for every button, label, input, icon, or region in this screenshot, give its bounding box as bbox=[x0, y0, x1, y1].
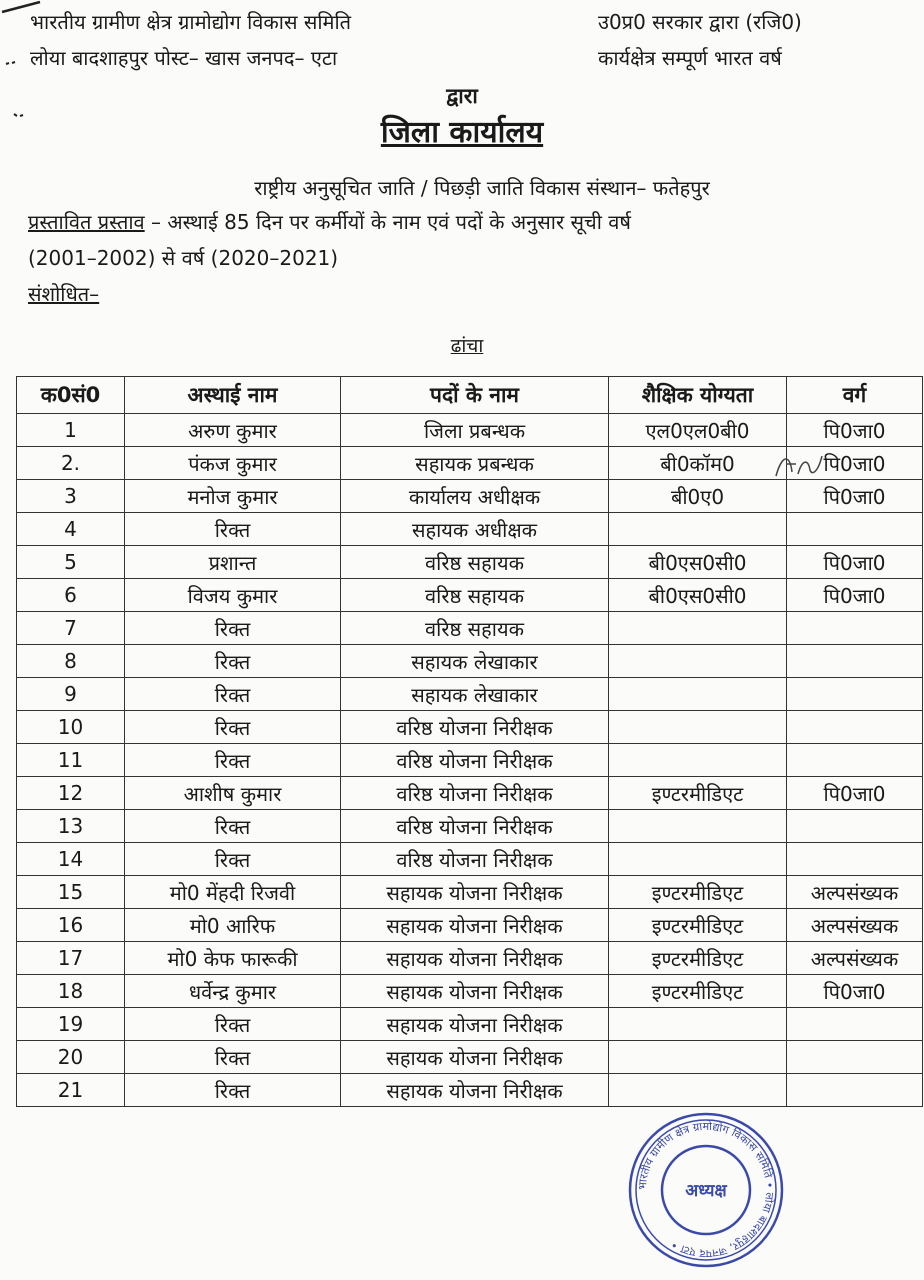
name-cell: आशीष कुमार bbox=[125, 777, 341, 810]
post-cell: वरिष्ठ सहायक bbox=[341, 546, 609, 579]
post-cell: कार्यालय अधीक्षक bbox=[341, 480, 609, 513]
post-cell: जिला प्रबन्धक bbox=[341, 414, 609, 447]
post-cell: सहायक योजना निरीक्षक bbox=[341, 1041, 609, 1074]
proposal-label: प्रस्तावित प्रस्ताव bbox=[28, 210, 145, 234]
post-cell: वरिष्ठ सहायक bbox=[341, 579, 609, 612]
qualification-cell bbox=[609, 843, 787, 876]
serial-cell: 1 bbox=[17, 414, 125, 447]
serial-cell: 12 bbox=[17, 777, 125, 810]
serial-cell: 8 bbox=[17, 645, 125, 678]
serial-cell: 14 bbox=[17, 843, 125, 876]
name-cell: प्रशान्त bbox=[125, 546, 341, 579]
name-cell: रिक्त bbox=[125, 1041, 341, 1074]
registration-text: उ0प्र0 सरकार द्वारा (रजि0) bbox=[598, 10, 802, 34]
category-cell bbox=[787, 645, 923, 678]
post-cell: सहायक लेखाकार bbox=[341, 645, 609, 678]
category-cell: अल्पसंख्यक bbox=[787, 909, 923, 942]
category-cell bbox=[787, 612, 923, 645]
table-row bbox=[17, 843, 923, 876]
post-cell: वरिष्ठ सहायक bbox=[341, 612, 609, 645]
post-cell: सहायक योजना निरीक्षक bbox=[341, 942, 609, 975]
qualification-cell bbox=[609, 1008, 787, 1041]
serial-cell: 20 bbox=[17, 1041, 125, 1074]
president-stamp bbox=[626, 1110, 786, 1270]
serial-cell: 9 bbox=[17, 678, 125, 711]
category-cell bbox=[787, 711, 923, 744]
org-name: भारतीय ग्रामीण क्षेत्र ग्रामोद्योग विकास समिति bbox=[30, 10, 352, 34]
category-cell bbox=[787, 843, 923, 876]
table-body bbox=[17, 414, 923, 1107]
stamp-ring-text: भारतीय ग्रामीण क्षेत्र ग्रामोद्योग विकास समिति • लोया बादशाहपुर, जनपद एटा • bbox=[635, 1119, 777, 1261]
qualification-cell bbox=[609, 744, 787, 777]
category-cell: पि0जा0 bbox=[787, 447, 923, 480]
qualification-cell bbox=[609, 1074, 787, 1107]
name-cell: अरुण कुमार bbox=[125, 414, 341, 447]
name-cell: रिक्त bbox=[125, 810, 341, 843]
table-row bbox=[17, 810, 923, 843]
proposal-line-2: (2001–2002) से वर्ष (2020–2021) bbox=[28, 246, 339, 270]
name-cell: मो0 मेंहदी रिजवी bbox=[125, 876, 341, 909]
serial-cell: 5 bbox=[17, 546, 125, 579]
table-row bbox=[17, 876, 923, 909]
qualification-cell bbox=[609, 810, 787, 843]
proposal-line-1 bbox=[28, 208, 631, 235]
name-cell: मो0 केफ फारूकी bbox=[125, 942, 341, 975]
post-cell: सहायक योजना निरीक्षक bbox=[341, 876, 609, 909]
category-cell bbox=[787, 513, 923, 546]
table-row bbox=[17, 942, 923, 975]
table-row bbox=[17, 612, 923, 645]
post-cell: सहायक अधीक्षक bbox=[341, 513, 609, 546]
qualification-cell: इण्टरमीडिएट bbox=[609, 942, 787, 975]
post-cell: वरिष्ठ योजना निरीक्षक bbox=[341, 810, 609, 843]
table-row bbox=[17, 546, 923, 579]
serial-cell: 13 bbox=[17, 810, 125, 843]
category-cell: पि0जा0 bbox=[787, 975, 923, 1008]
post-cell: सहायक प्रबन्धक bbox=[341, 447, 609, 480]
col-category: वर्ग bbox=[787, 377, 923, 414]
name-cell: रिक्त bbox=[125, 1008, 341, 1041]
institute-line: राष्ट्रीय अनुसूचित जाति / पिछड़ी जाति विकास संस्थान– फतेहपुर bbox=[254, 176, 710, 200]
name-cell: रिक्त bbox=[125, 843, 341, 876]
category-cell: पि0जा0 bbox=[787, 414, 923, 447]
name-cell: मो0 आरिफ bbox=[125, 909, 341, 942]
qualification-cell: बी0ए0 bbox=[609, 480, 787, 513]
staff-table bbox=[16, 376, 923, 1107]
table-row bbox=[17, 777, 923, 810]
table-row bbox=[17, 678, 923, 711]
table-row bbox=[17, 975, 923, 1008]
category-cell bbox=[787, 678, 923, 711]
serial-cell: 6 bbox=[17, 579, 125, 612]
table-row bbox=[17, 744, 923, 777]
by-label: द्वारा bbox=[446, 84, 478, 108]
table-row bbox=[17, 1041, 923, 1074]
qualification-cell bbox=[609, 513, 787, 546]
serial-cell: 10 bbox=[17, 711, 125, 744]
table-header-row bbox=[17, 377, 923, 414]
qualification-cell: इण्टरमीडिएट bbox=[609, 909, 787, 942]
category-cell: पि0जा0 bbox=[787, 579, 923, 612]
serial-cell: 17 bbox=[17, 942, 125, 975]
name-cell: रिक्त bbox=[125, 612, 341, 645]
org-address: लोया बादशाहपुर पोस्ट– खास जनपद– एटा bbox=[30, 46, 338, 70]
serial-cell: 3 bbox=[17, 480, 125, 513]
category-cell bbox=[787, 1041, 923, 1074]
qualification-cell: बी0कॉम0 bbox=[609, 447, 787, 480]
serial-cell: 18 bbox=[17, 975, 125, 1008]
name-cell: मनोज कुमार bbox=[125, 480, 341, 513]
structure-label: ढांचा bbox=[450, 335, 484, 357]
table-row bbox=[17, 1074, 923, 1107]
table-row bbox=[17, 1008, 923, 1041]
qualification-cell: इण्टरमीडिएट bbox=[609, 876, 787, 909]
serial-cell: 19 bbox=[17, 1008, 125, 1041]
table-row bbox=[17, 579, 923, 612]
col-qualification: शैक्षिक योग्यता bbox=[609, 377, 787, 414]
name-cell: रिक्त bbox=[125, 645, 341, 678]
name-cell: रिक्त bbox=[125, 711, 341, 744]
name-cell: रिक्त bbox=[125, 513, 341, 546]
qualification-cell: इण्टरमीडिएट bbox=[609, 777, 787, 810]
category-cell bbox=[787, 744, 923, 777]
qualification-cell bbox=[609, 612, 787, 645]
stamp-center-text: अध्यक्ष bbox=[685, 1181, 727, 1201]
qualification-cell: बी0एस0सी0 bbox=[609, 579, 787, 612]
serial-cell: 7 bbox=[17, 612, 125, 645]
serial-cell: 2. bbox=[17, 447, 125, 480]
name-cell: विजय कुमार bbox=[125, 579, 341, 612]
name-cell: पंकज कुमार bbox=[125, 447, 341, 480]
table-row bbox=[17, 711, 923, 744]
qualification-cell bbox=[609, 711, 787, 744]
serial-cell: 11 bbox=[17, 744, 125, 777]
table-row bbox=[17, 909, 923, 942]
category-cell: अल्पसंख्यक bbox=[787, 942, 923, 975]
table-row bbox=[17, 645, 923, 678]
post-cell: सहायक लेखाकार bbox=[341, 678, 609, 711]
qualification-cell bbox=[609, 645, 787, 678]
serial-cell: 15 bbox=[17, 876, 125, 909]
serial-cell: 21 bbox=[17, 1074, 125, 1107]
post-cell: वरिष्ठ योजना निरीक्षक bbox=[341, 744, 609, 777]
qualification-cell: एल0एल0बी0 bbox=[609, 414, 787, 447]
qualification-cell: बी0एस0सी0 bbox=[609, 546, 787, 579]
qualification-cell bbox=[609, 678, 787, 711]
serial-cell: 4 bbox=[17, 513, 125, 546]
post-cell: वरिष्ठ योजना निरीक्षक bbox=[341, 711, 609, 744]
col-name: अस्थाई नाम bbox=[125, 377, 341, 414]
post-cell: सहायक योजना निरीक्षक bbox=[341, 975, 609, 1008]
category-cell: पि0जा0 bbox=[787, 546, 923, 579]
revised-label: संशोधित– bbox=[28, 282, 100, 306]
qualification-cell: इण्टरमीडिएट bbox=[609, 975, 787, 1008]
initials-mark-icon bbox=[772, 446, 832, 482]
work-area-text: कार्यक्षेत्र सम्पूर्ण भारत वर्ष bbox=[598, 46, 782, 70]
category-cell bbox=[787, 1074, 923, 1107]
proposal-text-1: – अस्थाई 85 दिन पर कर्मीयों के नाम एवं पदों के अनुसार सूची वर्ष bbox=[144, 210, 631, 234]
post-cell: सहायक योजना निरीक्षक bbox=[341, 1008, 609, 1041]
table-row bbox=[17, 414, 923, 447]
name-cell: रिक्त bbox=[125, 1074, 341, 1107]
office-title: जिला कार्यालय bbox=[380, 115, 544, 150]
category-cell: अल्पसंख्यक bbox=[787, 876, 923, 909]
category-cell bbox=[787, 810, 923, 843]
post-cell: सहायक योजना निरीक्षक bbox=[341, 1074, 609, 1107]
category-cell: पि0जा0 bbox=[787, 480, 923, 513]
col-serial: क0सं0 bbox=[17, 377, 125, 414]
name-cell: रिक्त bbox=[125, 744, 341, 777]
post-cell: सहायक योजना निरीक्षक bbox=[341, 909, 609, 942]
category-cell bbox=[787, 1008, 923, 1041]
col-post: पदों के नाम bbox=[341, 377, 609, 414]
serial-cell: 16 bbox=[17, 909, 125, 942]
qualification-cell bbox=[609, 1041, 787, 1074]
post-cell: वरिष्ठ योजना निरीक्षक bbox=[341, 777, 609, 810]
post-cell: वरिष्ठ योजना निरीक्षक bbox=[341, 843, 609, 876]
table-row bbox=[17, 480, 923, 513]
name-cell: धर्वेन्द्र कुमार bbox=[125, 975, 341, 1008]
name-cell: रिक्त bbox=[125, 678, 341, 711]
category-cell: पि0जा0 bbox=[787, 777, 923, 810]
table-row bbox=[17, 513, 923, 546]
